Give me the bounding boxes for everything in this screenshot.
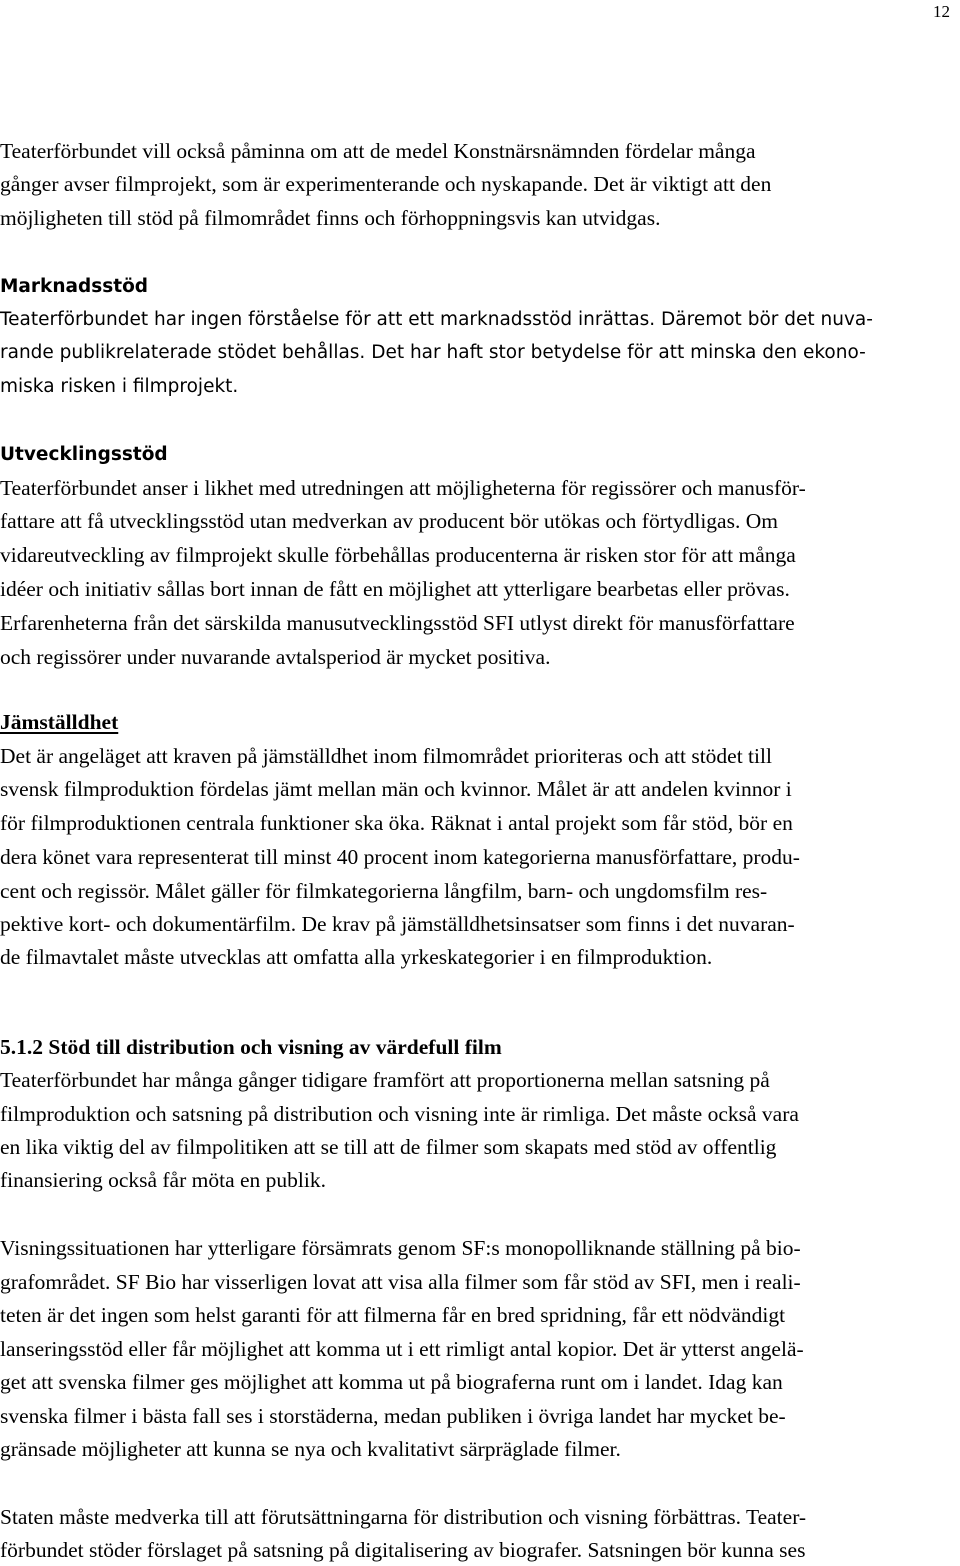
text-line: pektive kort- och dokumentärfilm. De krav på jämställdhetsinsatser som finns i det nuvaran- (0, 912, 795, 936)
text-line: gränsade möjligheter att kunna se nya och kvalitativt särpräglade filmer. (0, 1437, 621, 1461)
text-line: get att svenska filmer ges möjlighet att komma ut på biograferna runt om i landet. Idag kan (0, 1370, 783, 1394)
heading-marknadsstod: Marknadsstöd (0, 276, 149, 297)
text-line: en lika viktig del av filmpolitiken att se till att de filmer som skapats med stöd av offentlig (0, 1135, 777, 1159)
text-line: vidareutveckling av filmprojekt skulle förbehållas producenterna är risken stor för att många (0, 543, 796, 567)
text-line: Teaterförbundet anser i likhet med utredningen att möjligheterna för regissörer och manusför- (0, 476, 806, 500)
text-line: gånger avser filmprojekt, som är experimenterande och nyskapande. Det är viktigt att den (0, 172, 772, 196)
text-line: Erfarenheterna från det särskilda manusutvecklingsstöd SFI utlyst direkt för manusförfattare (0, 611, 795, 635)
text-line: rande publikrelaterade stödet behållas. Det har haft stor betydelse för att minska den ekono- (0, 342, 866, 363)
text-line: möjligheten till stöd på filmområdet finns och förhoppningsvis kan utvidgas. (0, 206, 661, 230)
text-line: svenska filmer i bästa fall ses i storstäderna, medan publiken i övriga landet har mycket be- (0, 1404, 786, 1428)
text-line: Visningssituationen har ytterligare försämrats genom SF:s monopolliknande ställning på bio- (0, 1236, 801, 1260)
heading-utvecklingsstod: Utvecklingsstöd (0, 444, 168, 465)
text-line: och regissörer under nuvarande avtalsperiod är mycket positiva. (0, 645, 551, 669)
text-line: lanseringsstöd eller får möjlighet att komma ut i ett rimligt antal kopior. Det är ytterst angelä- (0, 1337, 804, 1361)
heading-jamstalldhet: Jämställdhet (0, 710, 119, 734)
text-line: miska risken i filmprojekt. (0, 376, 239, 397)
text-line: svensk filmproduktion fördelas jämt mellan män och kvinnor. Målet är att andelen kvinnor i (0, 777, 792, 801)
text-line: Staten måste medverka till att förutsättningarna för distribution och visning förbättras. Teater- (0, 1505, 807, 1529)
text-line: för filmproduktionen centrala funktioner ska öka. Räknat i antal projekt som får stöd, bör en (0, 811, 793, 835)
text-line: Teaterförbundet har många gånger tidigare framfört att proportionerna mellan satsning på (0, 1068, 770, 1092)
text-line: finansiering också får möta en publik. (0, 1168, 326, 1192)
text-line: filmproduktion och satsning på distribution och visning inte är rimliga. Det måste också vara (0, 1102, 799, 1126)
section-heading-5-1-2: 5.1.2 Stöd till distribution och visning av värdefull film (0, 1035, 502, 1059)
text-line: teten är det ingen som helst garanti för att filmerna får en bred spridning, får ett nödvändigt (0, 1303, 786, 1327)
text-line: Teaterförbundet har ingen förståelse för att ett marknadsstöd inrättas. Däremot bör det nuva- (0, 309, 873, 330)
text-line: Det är angeläget att kraven på jämställdhet inom filmområdet prioriteras och att stödet till (0, 744, 772, 768)
text-line: Teaterförbundet vill också påminna om att de medel Konstnärsnämnden fördelar många (0, 139, 756, 163)
page-number: 12 (933, 2, 950, 21)
text-line: dera könet vara representerat till minst 40 procent inom kategorierna manusförfattare, produ- (0, 845, 800, 869)
text-line: idéer och initiativ sållas bort innan de fått en möjlighet att ytterligare bearbetas eller prövas. (0, 577, 790, 601)
text-line: förbundet stöder förslaget på satsning på digitalisering av biografer. Satsningen bör kunna ses (0, 1538, 806, 1562)
text-line: fattare att få utvecklingsstöd utan medverkan av producent bör utökas och förtydligas. Om (0, 509, 778, 533)
text-line: grafområdet. SF Bio har visserligen lovat att visa alla filmer som får stöd av SFI, men i reali- (0, 1270, 801, 1294)
text-line: cent och regissör. Målet gäller för filmkategorierna långfilm, barn- och ungdomsfilm res- (0, 879, 768, 903)
text-line: de filmavtalet måste utvecklas att omfatta alla yrkeskategorier i en filmproduktion. (0, 945, 713, 969)
